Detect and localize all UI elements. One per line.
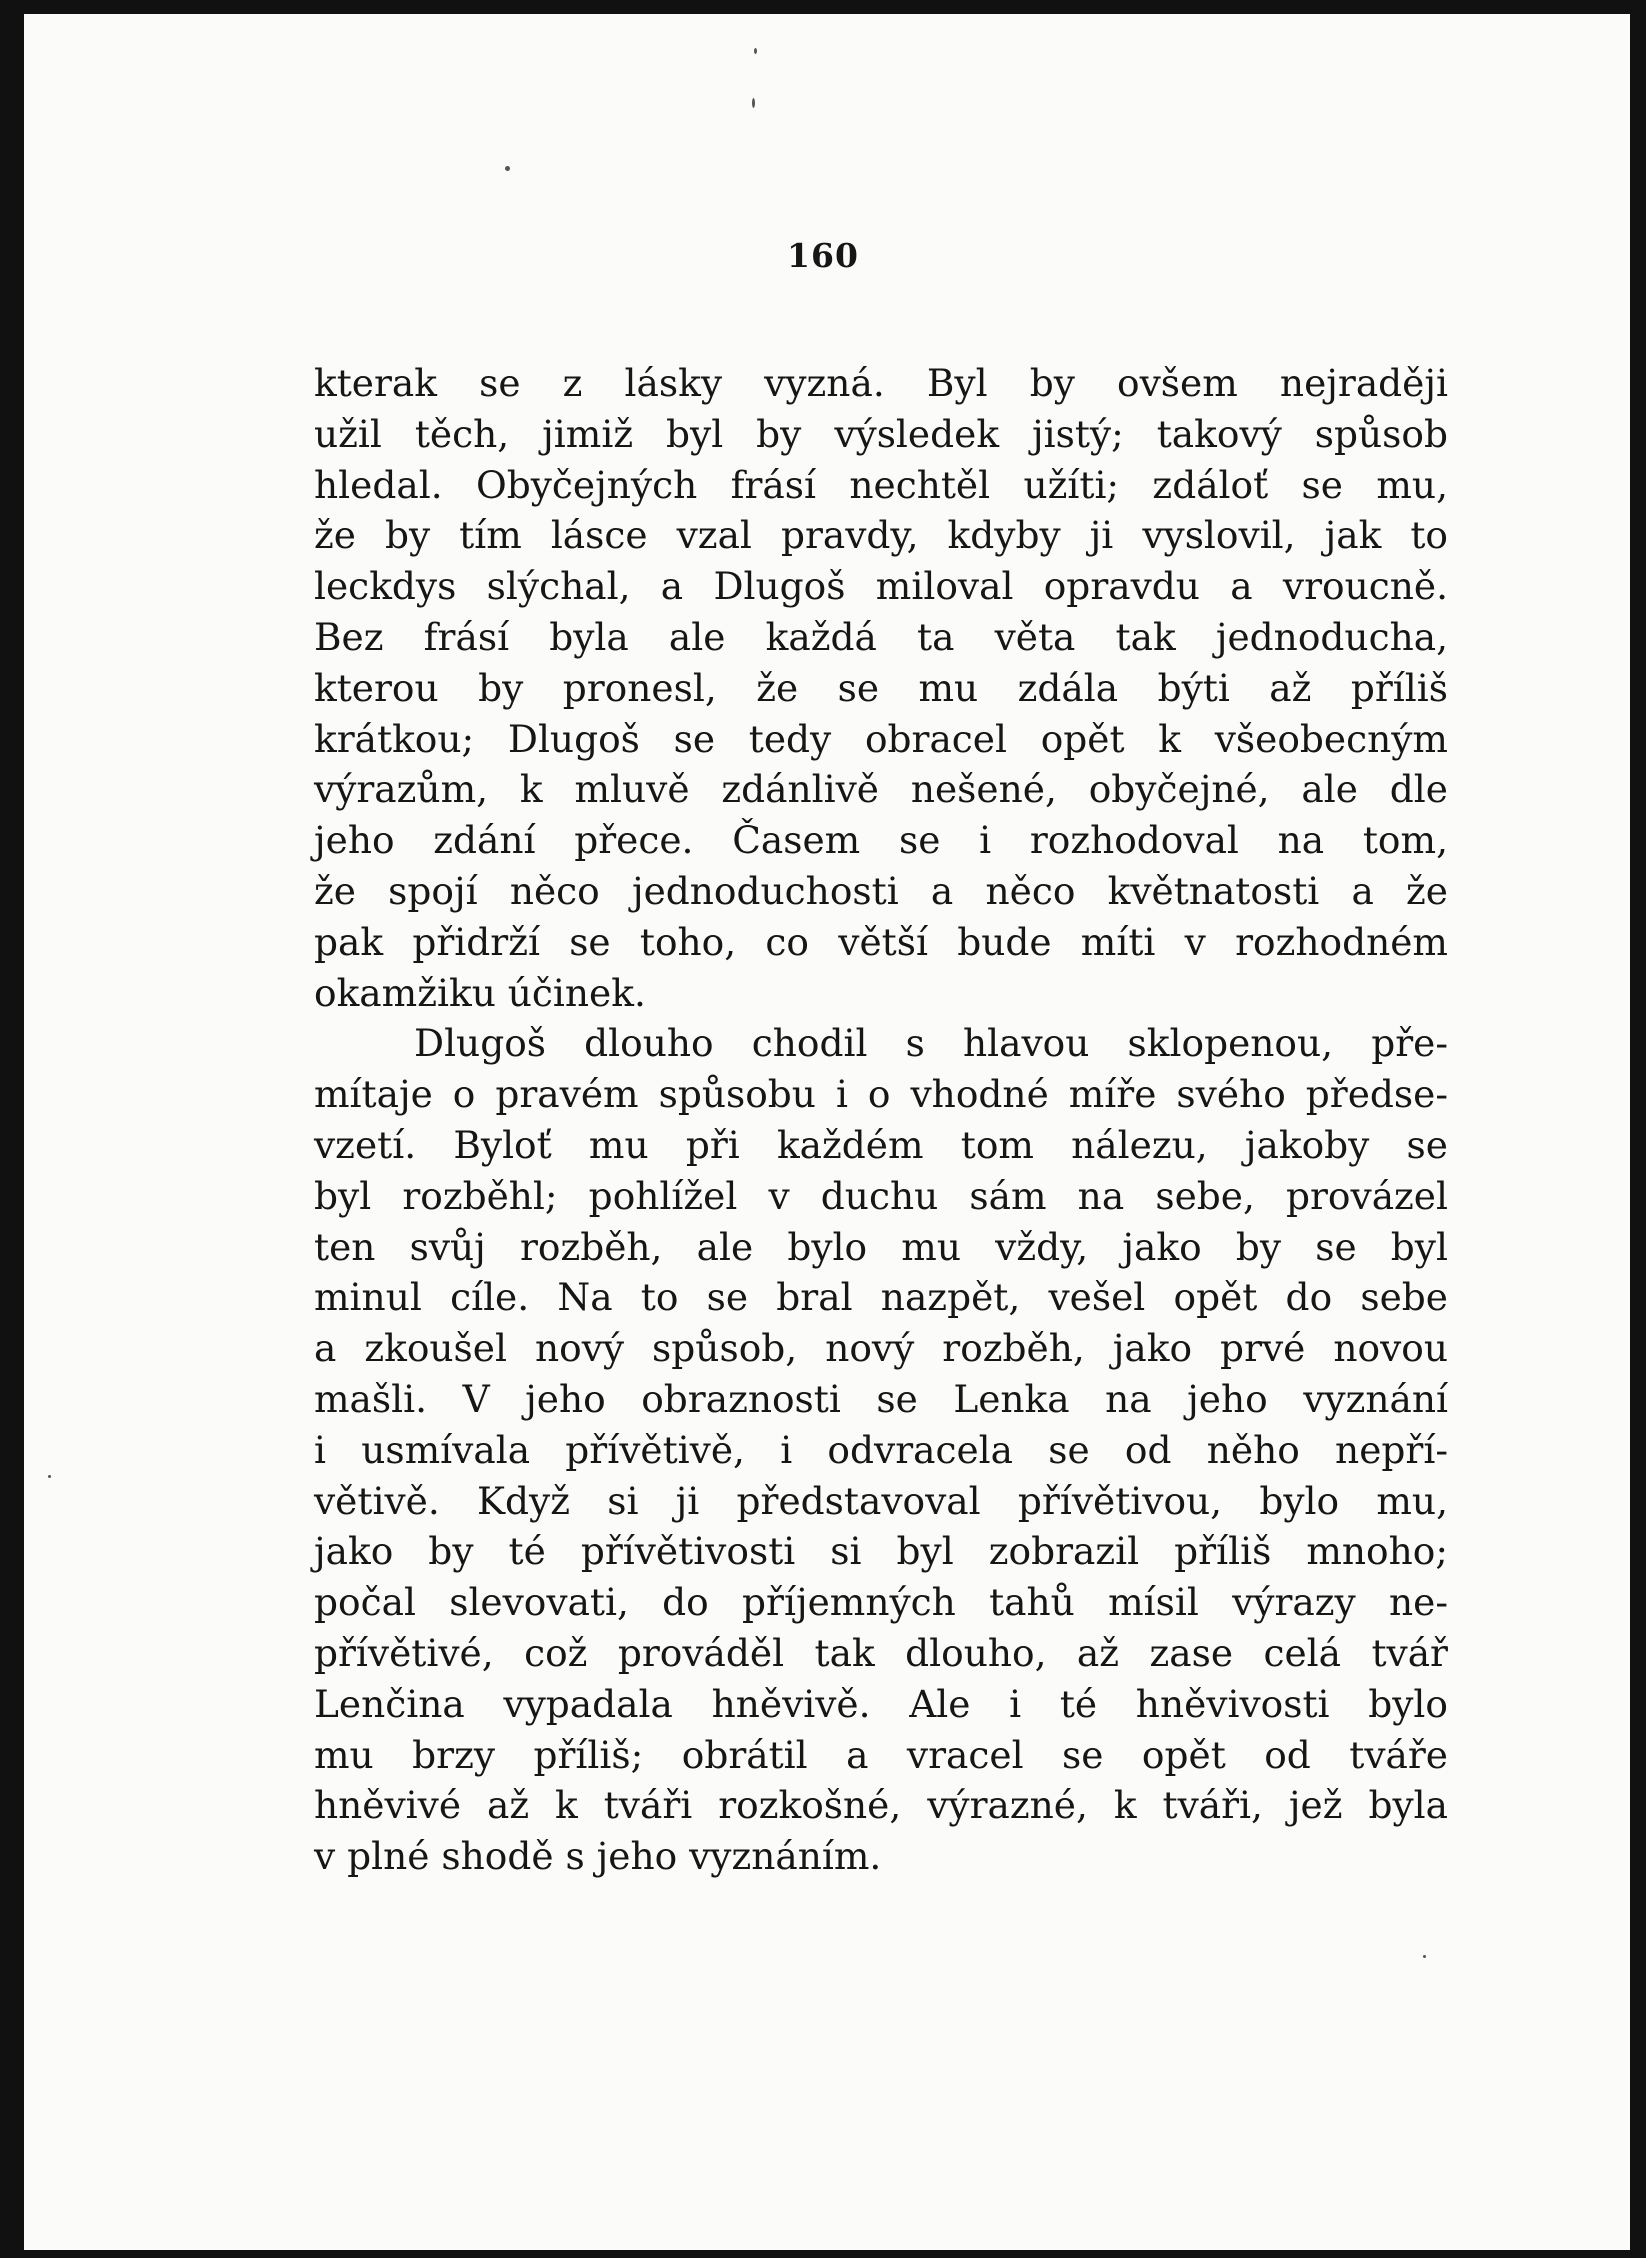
dust-speck	[505, 166, 510, 171]
text-line: jeho zdání přece. Časem se i rozhodoval na tom,	[314, 818, 1448, 863]
text-line: leckdys slýchal, a Dlugoš miloval opravdu a vroucně.	[314, 564, 1448, 609]
text-line: hledal. Obyčejných frásí nechtěl užíti; zdáloť se mu,	[314, 462, 1448, 507]
text-line: Dlugoš dlouho chodil s hlavou sklopenou, pře-	[414, 1021, 1448, 1066]
scan-edge-left	[0, 0, 24, 2258]
text-line: krátkou; Dlugoš se tedy obracel opět k všeobecným	[314, 716, 1448, 761]
text-line: výrazům, k mluvě zdánlivě nešené, obyčejné, ale dle	[314, 767, 1448, 812]
text-line: že spojí něco jednoduchosti a něco květnatosti a že	[314, 868, 1448, 913]
text-line: v plné shodě s jeho vyznáním.	[314, 1834, 882, 1879]
text-line: Bez frásí byla ale každá ta věta tak jednoducha,	[314, 614, 1448, 659]
text-line: že by tím lásce vzal pravdy, kdyby ji vyslovil, jak to	[314, 513, 1448, 558]
text-line: pak přidrží se toho, co větší bude míti v rozhodném	[314, 919, 1448, 964]
text-line: mašli. V jeho obraznosti se Lenka na jeho vyznání	[314, 1376, 1448, 1421]
page-number: 160	[787, 236, 859, 275]
text-line: okamžiku účinek.	[314, 970, 646, 1015]
scan-edge-bottom	[0, 2250, 1646, 2258]
text-line: minul cíle. Na to se bral nazpět, vešel opět do sebe	[314, 1275, 1448, 1320]
text-line: hněvivé až k tváři rozkošné, výrazné, k tváři, jež byla	[314, 1783, 1448, 1828]
text-line: a zkoušel nový spůsob, nový rozběh, jako prvé novou	[314, 1326, 1448, 1371]
dust-speck	[752, 98, 755, 108]
dust-speck	[1423, 1955, 1426, 1958]
text-line: byl rozběhl; pohlížel v duchu sám na sebe, provázel	[314, 1173, 1448, 1218]
text-line: užil těch, jimiž byl by výsledek jistý; takový spůsob	[314, 411, 1448, 456]
body-text	[314, 358, 1448, 1882]
dust-speck	[754, 48, 757, 54]
text-line: mu brzy příliš; obrátil a vracel se opět od tváře	[314, 1732, 1448, 1777]
text-line: větivě. Když si ji představoval přívětivou, bylo mu,	[314, 1478, 1448, 1523]
scan-edge-top	[0, 0, 1646, 14]
text-line: jako by té přívětivosti si byl zobrazil příliš mnoho;	[314, 1529, 1448, 1574]
dust-speck	[48, 1475, 51, 1478]
text-line: kterou by pronesl, že se mu zdála býti až příliš	[314, 665, 1448, 710]
text-line: vzetí. Bylоť mu při každém tom nálezu, jakoby se	[314, 1122, 1448, 1167]
text-line: počal slevovati, do příjemných tahů mísil výrazy ne-	[314, 1580, 1448, 1625]
text-line: mítaje o pravém spůsobu i o vhodné míře svého předse-	[314, 1072, 1448, 1117]
text-line: kterak se z lásky vyzná. Byl by ovšem nejraději	[314, 361, 1448, 405]
text-line: přívětivé, což prováděl tak dlouho, až zase celá tvář	[314, 1630, 1448, 1675]
scan-edge-right	[1630, 0, 1646, 2258]
text-line: i usmívala přívětivě, i odvracela se od něho nepří-	[314, 1427, 1448, 1472]
text-line: ten svůj rozběh, ale bylo mu vždy, jako by se byl	[314, 1224, 1448, 1269]
text-line: Lenčina vypadala hněvivě. Ale i té hněvivosti bylo	[314, 1681, 1448, 1726]
